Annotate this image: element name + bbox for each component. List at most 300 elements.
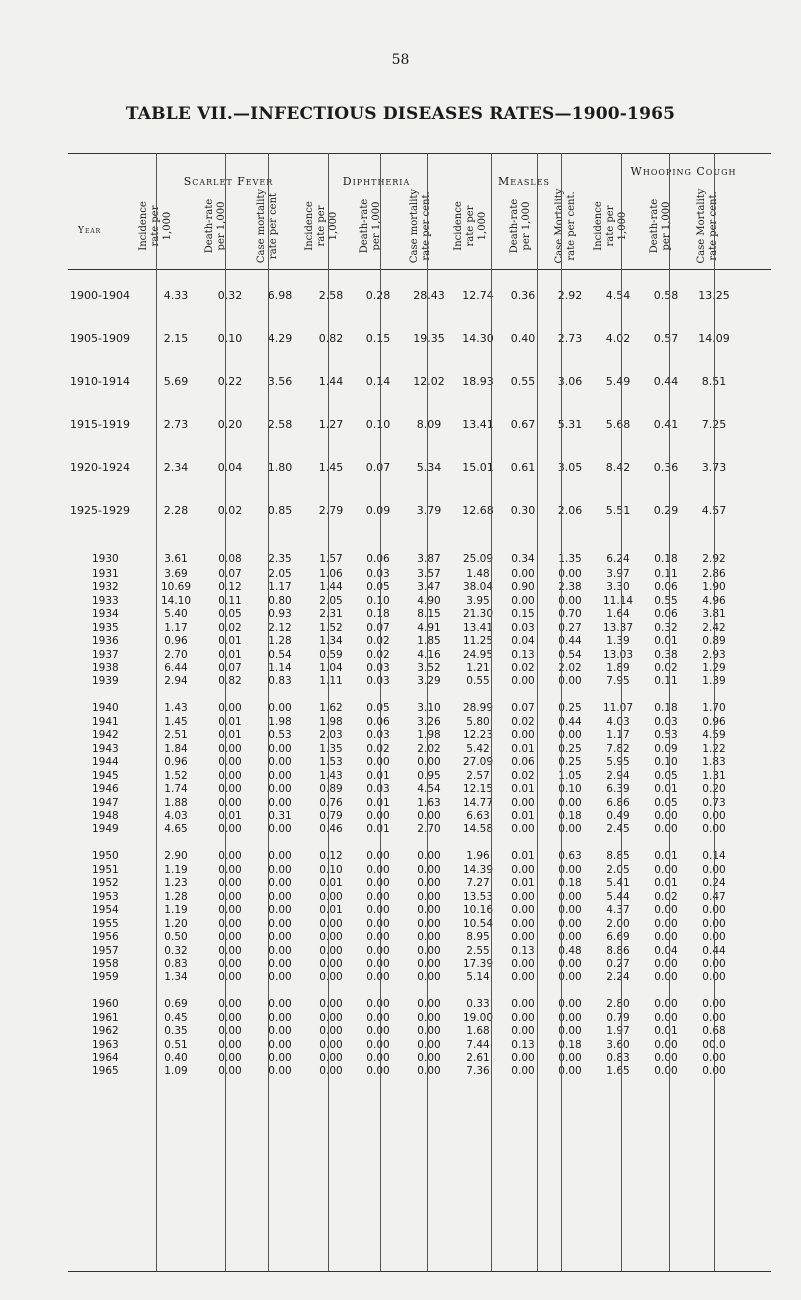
row-year: 1952 xyxy=(92,877,119,889)
table-cell: 0.04 xyxy=(511,635,535,647)
table-cell: 0.00 xyxy=(319,958,343,970)
table-cell: 2.86 xyxy=(702,568,726,580)
table-cell: 0.27 xyxy=(558,622,582,634)
table-cell: 1.09 xyxy=(164,1065,188,1077)
table-row xyxy=(68,461,771,474)
table-cell: 0.00 xyxy=(218,702,242,714)
table-row xyxy=(68,553,771,566)
table-cell: 14.77 xyxy=(462,797,494,809)
table-row xyxy=(68,958,771,971)
table-row xyxy=(68,675,771,688)
table-cell: 0.00 xyxy=(366,864,390,876)
column-divider xyxy=(491,153,492,1271)
table-cell: 1.85 xyxy=(417,635,441,647)
table-cell: 0.44 xyxy=(702,945,726,957)
table-cell: 11.14 xyxy=(602,595,634,607)
table-cell: 1.57 xyxy=(319,553,343,565)
table-cell: 0.14 xyxy=(365,375,391,388)
table-cell: 0.00 xyxy=(654,971,678,983)
table-row xyxy=(68,756,771,769)
table-cell: 0.02 xyxy=(366,649,390,661)
table-cell: 12.15 xyxy=(462,783,494,795)
table-cell: 12.02 xyxy=(413,375,445,388)
table-cell: 0.01 xyxy=(511,810,535,822)
table-cell: 1.70 xyxy=(702,702,726,714)
row-year: 1944 xyxy=(92,756,119,768)
row-year: 1963 xyxy=(92,1039,119,1051)
table-cell: 6.86 xyxy=(606,797,630,809)
table-cell: 0.04 xyxy=(654,945,678,957)
table-cell: 1.05 xyxy=(558,770,582,782)
row-year: 1937 xyxy=(92,649,119,661)
table-cell: 8.86 xyxy=(606,945,630,957)
table-cell: 0.01 xyxy=(654,783,678,795)
table-cell: 4.90 xyxy=(417,595,441,607)
col-header-diphtheria-mortality xyxy=(401,186,441,266)
table-cell: 4.96 xyxy=(702,595,726,607)
table-cell: 0.11 xyxy=(218,595,242,607)
table-cell: 1.53 xyxy=(319,756,343,768)
table-cell: 0.90 xyxy=(511,581,535,593)
table-cell: 0.00 xyxy=(702,971,726,983)
table-cell: 0.22 xyxy=(217,375,243,388)
table-cell: 0.00 xyxy=(218,971,242,983)
table-cell: 0.00 xyxy=(654,904,678,916)
table-cell: 4.03 xyxy=(164,810,188,822)
col-label: Incidence rate per 1,000 xyxy=(138,201,173,251)
table-cell: 14.09 xyxy=(698,332,730,345)
table-cell: 0.61 xyxy=(510,461,536,474)
row-year: 1945 xyxy=(92,770,119,782)
table-cell: 6.24 xyxy=(606,553,630,565)
table-cell: 0.11 xyxy=(654,568,678,580)
table-cell: 0.04 xyxy=(217,461,243,474)
table-cell: 2.58 xyxy=(318,289,344,302)
table-cell: 0.10 xyxy=(366,595,390,607)
table-cell: 0.13 xyxy=(511,945,535,957)
table-cell: 0.00 xyxy=(558,891,582,903)
table-cell: 1.65 xyxy=(606,1065,630,1077)
table-cell: 2.73 xyxy=(557,332,583,345)
page-number: 58 xyxy=(391,52,410,68)
table-cell: 0.00 xyxy=(417,1025,441,1037)
table-cell: 0.00 xyxy=(218,945,242,957)
table-cell: 13.25 xyxy=(698,289,730,302)
table-cell: 0.55 xyxy=(510,375,536,388)
table-cell: 0.41 xyxy=(653,418,679,431)
table-cell: 0.02 xyxy=(511,770,535,782)
table-cell: 4.03 xyxy=(606,716,630,728)
table-cell: 0.00 xyxy=(417,850,441,862)
table-cell: 0.01 xyxy=(366,797,390,809)
table-cell: 15.01 xyxy=(462,461,494,474)
row-year: 1950 xyxy=(92,850,119,862)
table-cell: 0.57 xyxy=(653,332,679,345)
table-cell: 1.96 xyxy=(466,850,490,862)
col-header-diphtheria-incidence xyxy=(302,186,342,266)
table-cell: 0.06 xyxy=(654,608,678,620)
table-cell: 0.67 xyxy=(510,418,536,431)
row-year: 1910-1914 xyxy=(70,375,130,388)
table-cell: 4.02 xyxy=(605,332,631,345)
table-row xyxy=(68,783,771,796)
table-cell: 0.00 xyxy=(218,770,242,782)
table-cell: 2.15 xyxy=(163,332,189,345)
table-cell: 0.00 xyxy=(218,797,242,809)
table-cell: 0.00 xyxy=(268,783,292,795)
table-cell: 0.00 xyxy=(654,1052,678,1064)
table-cell: 4.33 xyxy=(163,289,189,302)
table-cell: 0.09 xyxy=(654,743,678,755)
table-cell: 2.70 xyxy=(417,823,441,835)
table-cell: 0.00 xyxy=(702,810,726,822)
column-divider xyxy=(156,153,157,1271)
row-year: 1932 xyxy=(92,581,119,593)
table-cell: 2.42 xyxy=(702,622,726,634)
table-cell: 0.00 xyxy=(366,918,390,930)
header-bottom-rule xyxy=(68,269,771,270)
table-row xyxy=(68,622,771,635)
table-cell: 0.03 xyxy=(366,729,390,741)
table-cell: 1.43 xyxy=(319,770,343,782)
table-cell: 0.00 xyxy=(558,595,582,607)
table-cell: 0.01 xyxy=(319,877,343,889)
table-cell: 0.51 xyxy=(164,1039,188,1051)
table-cell: 4.57 xyxy=(701,504,727,517)
table-cell: 5.14 xyxy=(466,971,490,983)
table-cell: 0.00 xyxy=(702,958,726,970)
table-cell: 10.69 xyxy=(160,581,192,593)
table-cell: 0.00 xyxy=(511,971,535,983)
table-cell: 0.00 xyxy=(218,756,242,768)
table-row xyxy=(68,504,771,517)
table-row xyxy=(68,1065,771,1078)
table-cell: 0.40 xyxy=(164,1052,188,1064)
table-cell: 1.34 xyxy=(164,971,188,983)
table-cell: 0.00 xyxy=(366,877,390,889)
table-row xyxy=(68,375,771,388)
table-cell: 0.11 xyxy=(654,675,678,687)
table-cell: 28.99 xyxy=(462,702,494,714)
table-row xyxy=(68,877,771,890)
table-cell: 2.93 xyxy=(702,649,726,661)
table-cell: 1.98 xyxy=(417,729,441,741)
table-cell: 0.05 xyxy=(654,797,678,809)
table-cell: 0.10 xyxy=(217,332,243,345)
table-cell: 0.00 xyxy=(366,850,390,862)
table-cell: 0.00 xyxy=(218,1012,242,1024)
column-divider xyxy=(537,153,538,1271)
table-cell: 0.68 xyxy=(702,1025,726,1037)
table-cell: 0.07 xyxy=(511,702,535,714)
table-cell: 2.45 xyxy=(606,823,630,835)
table-row xyxy=(68,864,771,877)
table-cell: 0.00 xyxy=(319,945,343,957)
table-cell: 0.69 xyxy=(164,998,188,1010)
row-year: 1933 xyxy=(92,595,119,607)
table-cell: 2.92 xyxy=(557,289,583,302)
table-cell: 0.55 xyxy=(654,595,678,607)
table-cell: 0.01 xyxy=(511,783,535,795)
group-header-whooping-cough: Whooping Cough xyxy=(630,165,737,178)
table-cell: 0.00 xyxy=(218,1052,242,1064)
col-header-measles-incidence xyxy=(451,186,491,266)
table-cell: 1.17 xyxy=(164,622,188,634)
table-cell: 0.01 xyxy=(654,877,678,889)
table-cell: 0.00 xyxy=(654,958,678,970)
table-cell: 0.02 xyxy=(217,504,243,517)
table-cell: 0.00 xyxy=(417,1012,441,1024)
table-cell: 0.00 xyxy=(558,823,582,835)
table-cell: 0.47 xyxy=(702,891,726,903)
table-cell: 0.00 xyxy=(366,756,390,768)
table-cell: 0.00 xyxy=(654,1012,678,1024)
table-cell: 0.00 xyxy=(417,864,441,876)
table-cell: 1.31 xyxy=(702,770,726,782)
table-cell: 8.51 xyxy=(701,375,727,388)
table-cell: 0.02 xyxy=(654,662,678,674)
table-row xyxy=(68,770,771,783)
table-cell: 0.00 xyxy=(366,945,390,957)
table-cell: 0.03 xyxy=(366,675,390,687)
col-header-scarlet-death xyxy=(196,186,236,266)
table-cell: 1.97 xyxy=(606,1025,630,1037)
row-year: 1935 xyxy=(92,622,119,634)
table-cell: 7.25 xyxy=(701,418,727,431)
table-cell: 3.97 xyxy=(606,568,630,580)
table-cell: 5.80 xyxy=(466,716,490,728)
table-cell: 2.02 xyxy=(558,662,582,674)
table-cell: 11.07 xyxy=(602,702,634,714)
table-cell: 2.35 xyxy=(268,553,292,565)
table-cell: 2.05 xyxy=(268,568,292,580)
table-row xyxy=(68,608,771,621)
table-cell: 1.20 xyxy=(164,918,188,930)
table-cell: 0.07 xyxy=(365,461,391,474)
table-cell: 3.79 xyxy=(416,504,442,517)
table-cell: 27.09 xyxy=(462,756,494,768)
table-cell: 0.10 xyxy=(558,783,582,795)
table-cell: 0.00 xyxy=(366,1025,390,1037)
table-cell: 0.00 xyxy=(319,891,343,903)
table-cell: 5.49 xyxy=(605,375,631,388)
table-cell: 0.18 xyxy=(654,553,678,565)
table-row xyxy=(68,1052,771,1065)
table-cell: 0.01 xyxy=(218,729,242,741)
table-cell: 1.64 xyxy=(606,608,630,620)
table-cell: 1.35 xyxy=(319,743,343,755)
table-cell: 3.95 xyxy=(466,595,490,607)
table-cell: 7.82 xyxy=(606,743,630,755)
table-cell: 4.59 xyxy=(702,729,726,741)
table-row xyxy=(68,1039,771,1052)
table-cell: 1.29 xyxy=(702,662,726,674)
table-cell: 2.94 xyxy=(606,770,630,782)
table-cell: 1.88 xyxy=(164,797,188,809)
table-cell: 0.00 xyxy=(511,595,535,607)
table-cell: 19.35 xyxy=(413,332,445,345)
table-cell: 1.27 xyxy=(318,418,344,431)
table-cell: 0.00 xyxy=(417,918,441,930)
row-year: 1931 xyxy=(92,568,119,580)
col-label: Incidence rate per 1,000 xyxy=(593,201,628,251)
table-cell: 0.15 xyxy=(365,332,391,345)
table-cell: 0.12 xyxy=(218,581,242,593)
table-cell: 0.44 xyxy=(653,375,679,388)
table-cell: 13.41 xyxy=(462,622,494,634)
table-cell: 1.52 xyxy=(319,622,343,634)
table-cell: 24.95 xyxy=(462,649,494,661)
table-cell: 0.00 xyxy=(511,891,535,903)
table-cell: 4.54 xyxy=(605,289,631,302)
table-cell: 0.96 xyxy=(164,635,188,647)
table-cell: 0.73 xyxy=(702,797,726,809)
table-cell: 0.20 xyxy=(217,418,243,431)
col-label: Death-rate per 1,000 xyxy=(204,198,227,254)
row-year: 1930 xyxy=(92,553,119,565)
table-cell: 0.95 xyxy=(417,770,441,782)
table-cell: 0.00 xyxy=(558,1025,582,1037)
column-divider xyxy=(427,153,428,1271)
table-cell: 2.06 xyxy=(557,504,583,517)
table-cell: 0.00 xyxy=(417,810,441,822)
table-cell: 0.00 xyxy=(268,904,292,916)
group-header-measles: Measles xyxy=(498,175,550,188)
table-row xyxy=(68,1025,771,1038)
table-cell: 0.00 xyxy=(417,1052,441,1064)
row-year: 1956 xyxy=(92,931,119,943)
table-cell: 7.36 xyxy=(466,1065,490,1077)
table-cell: 0.00 xyxy=(319,1052,343,1064)
table-cell: 0.02 xyxy=(366,743,390,755)
table-cell: 0.01 xyxy=(218,716,242,728)
table-cell: 0.00 xyxy=(268,1025,292,1037)
table-cell: 28.43 xyxy=(413,289,445,302)
table-cell: 13.37 xyxy=(602,622,634,634)
table-cell: 5.44 xyxy=(606,891,630,903)
table-row xyxy=(68,332,771,345)
row-year: 1936 xyxy=(92,635,119,647)
table-row xyxy=(68,823,771,836)
table-cell: 0.05 xyxy=(366,581,390,593)
table-cell: 8.95 xyxy=(466,931,490,943)
table-cell: 0.00 xyxy=(511,1052,535,1064)
table-cell: 0.00 xyxy=(511,1065,535,1077)
table-cell: 1.39 xyxy=(606,635,630,647)
row-year: 1905-1909 xyxy=(70,332,130,345)
table-cell: 0.32 xyxy=(654,622,678,634)
table-cell: 1.35 xyxy=(558,553,582,565)
table-cell: 0.00 xyxy=(702,998,726,1010)
table-cell: 0.03 xyxy=(511,622,535,634)
table-cell: 1.39 xyxy=(702,675,726,687)
table-cell: 0.54 xyxy=(558,649,582,661)
col-label: Case mortality rate per cent xyxy=(256,188,279,264)
table-cell: 0.54 xyxy=(268,649,292,661)
table-cell: 1.23 xyxy=(164,877,188,889)
table-cell: 0.00 xyxy=(702,1065,726,1077)
table-cell: 1.22 xyxy=(702,743,726,755)
table-cell: 6.63 xyxy=(466,810,490,822)
table-cell: 0.38 xyxy=(654,649,678,661)
table-cell: 3.87 xyxy=(417,553,441,565)
table-cell: 3.57 xyxy=(417,568,441,580)
table-cell: 0.00 xyxy=(702,823,726,835)
table-cell: 1.14 xyxy=(268,662,292,674)
table-cell: 0.27 xyxy=(606,958,630,970)
table-cell: 0.25 xyxy=(558,702,582,714)
table-cell: 0.79 xyxy=(606,1012,630,1024)
col-header-measles-mortality xyxy=(546,186,586,266)
table-cell: 12.68 xyxy=(462,504,494,517)
table-cell: 0.89 xyxy=(702,635,726,647)
row-year: 1954 xyxy=(92,904,119,916)
col-header-whooping-death xyxy=(641,186,681,266)
table-cell: 3.69 xyxy=(164,568,188,580)
table-cell: 0.01 xyxy=(654,850,678,862)
table-cell: 1.17 xyxy=(268,581,292,593)
table-cell: 2.00 xyxy=(606,918,630,930)
table-cell: 0.80 xyxy=(268,595,292,607)
table-cell: 1.84 xyxy=(164,743,188,755)
table-cell: 0.58 xyxy=(653,289,679,302)
table-cell: 0.00 xyxy=(268,877,292,889)
table-cell: 1.28 xyxy=(268,635,292,647)
table-cell: 1.34 xyxy=(319,635,343,647)
row-year: 1947 xyxy=(92,797,119,809)
table-cell: 2.03 xyxy=(319,729,343,741)
column-divider xyxy=(714,153,715,1271)
table-cell: 0.01 xyxy=(654,635,678,647)
table-cell: 0.00 xyxy=(319,1065,343,1077)
table-cell: 0.93 xyxy=(268,608,292,620)
table-cell: 0.00 xyxy=(654,998,678,1010)
table-cell: 13.53 xyxy=(462,891,494,903)
table-cell: 18.93 xyxy=(462,375,494,388)
table-row xyxy=(68,1012,771,1025)
table-cell: 0.00 xyxy=(702,1012,726,1024)
table-cell: 1.98 xyxy=(268,716,292,728)
table-cell: 4.65 xyxy=(164,823,188,835)
table-cell: 0.00 xyxy=(702,918,726,930)
row-year: 1953 xyxy=(92,891,119,903)
table-cell: 1.45 xyxy=(164,716,188,728)
table-cell: 2.58 xyxy=(267,418,293,431)
table-cell: 0.00 xyxy=(218,931,242,943)
table-cell: 0.00 xyxy=(268,756,292,768)
table-cell: 0.31 xyxy=(268,810,292,822)
table-cell: 0.96 xyxy=(164,756,188,768)
table-cell: 0.36 xyxy=(510,289,536,302)
table-cell: 0.10 xyxy=(654,756,678,768)
col-label: Case mortality rate per cent. xyxy=(409,188,432,264)
table-cell: 0.00 xyxy=(366,1065,390,1077)
table-row xyxy=(68,662,771,675)
table-cell: 2.80 xyxy=(606,998,630,1010)
table-cell: 0.00 xyxy=(654,864,678,876)
table-cell: 0.00 xyxy=(366,904,390,916)
table-cell: 0.00 xyxy=(558,971,582,983)
table-cell: 0.18 xyxy=(558,877,582,889)
col-label: Case Mortality rate per cent. xyxy=(696,188,719,264)
row-year: 1920-1924 xyxy=(70,461,130,474)
table-cell: 0.00 xyxy=(268,931,292,943)
table-cell: 0.00 xyxy=(218,743,242,755)
table-cell: 2.73 xyxy=(163,418,189,431)
table-row xyxy=(68,945,771,958)
col-header-measles-death xyxy=(501,186,541,266)
table-cell: 0.00 xyxy=(319,1039,343,1051)
